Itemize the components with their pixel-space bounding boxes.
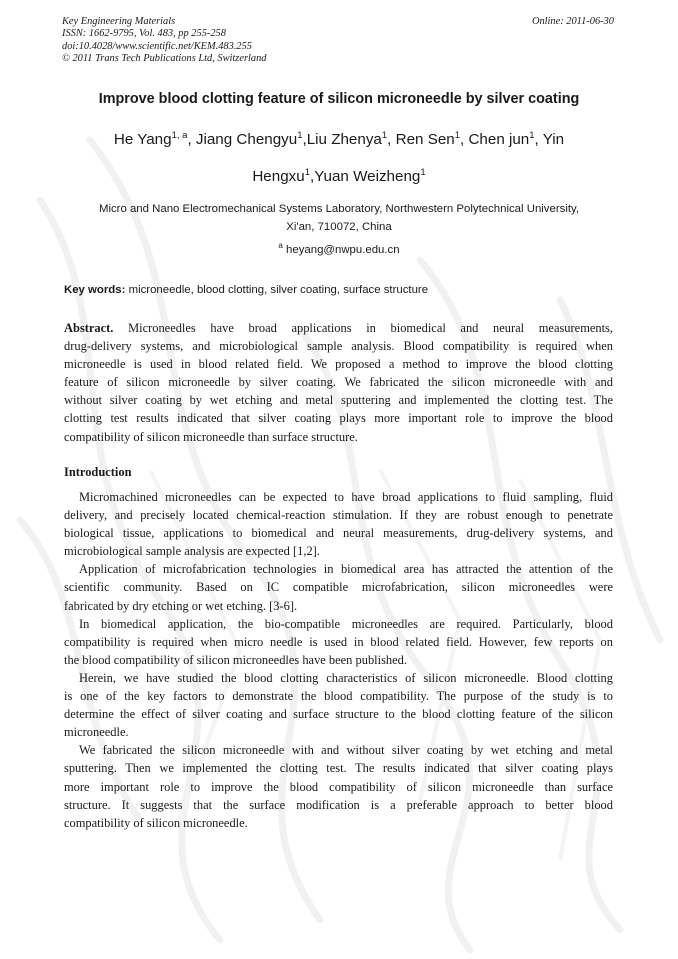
author-name: , Chen jun [460, 131, 530, 148]
author-name: , Ren Sen [387, 131, 455, 148]
author-email [0, 241, 678, 256]
author-name: , Jiang Chengyu [187, 131, 298, 148]
author-affil-sup: 1 [454, 130, 461, 141]
abstract-line: compatibility of silicon microneedle than surface structure. [64, 429, 358, 444]
author-line-2 [0, 168, 678, 185]
paragraph-line: structure. It suggests that the surface modification is a preferable approach to better blood [64, 797, 613, 812]
paragraph-line: biological tissue, applications to biomedical and neural measurements, drug-delivery systems, and [64, 526, 613, 541]
author-affil-sup: 1 [529, 130, 535, 141]
author-name: He Yang [113, 131, 172, 148]
author-name: ,Yuan Weizheng [310, 168, 421, 185]
author-name: ,Liu Zhenya [302, 131, 382, 148]
author-line-1 [0, 131, 678, 148]
paragraph-line: In biomedical application, the bio-compatible microneedles are required. Particularly, blood [79, 616, 613, 631]
abstract-line: without silver coating by wet etching and metal sputtering and implemented the clotting test. The [64, 393, 613, 408]
paragraph-line: determine the effect of silver coating and surface structure to the blood clotting feature of the silicon [64, 707, 613, 722]
paragraph-line: microbiological sample analysis are expected [1,2]. [64, 544, 320, 559]
author-affil-sup: 1 [304, 167, 310, 178]
affiliation-line-2: Xi'an, 710072, China [286, 221, 392, 233]
doi-line: doi:10.4028/www.scientific.net/KEM.483.255 [62, 40, 252, 52]
issn-line: ISSN: 1662-9795, Vol. 483, pp 255-258 [62, 28, 226, 40]
abstract-line: drug-delivery systems, and microbiological sample analysis. Blood compatibility is required when [64, 339, 613, 354]
journal-name: Key Engineering Materials [62, 16, 176, 27]
abstract-label: Abstract. [64, 321, 114, 335]
paragraph-line: compatibility is required when micro needle is used in blood related field. However, few reports on [64, 634, 613, 649]
email-sup: a [278, 241, 283, 250]
author-affil-sup: 1, a [171, 130, 188, 141]
paragraph-line: microneedle. [64, 725, 129, 740]
paragraph-line: delivery, and precisely located chemical-reaction stimulation. If they are robust enough to penetrate [64, 508, 613, 523]
author-affil-sup: 1 [420, 167, 426, 178]
abstract-line: feature of silicon microneedle by silver coating. We fabricated the silicon microneedle with and [64, 375, 613, 390]
keywords-label: Key words: [64, 284, 126, 296]
author-affil-sup: 1 [297, 130, 303, 141]
keywords [64, 284, 428, 296]
paragraph-line: scientific community. Based on IC compatible microfabrication, silicon microneedles were [64, 580, 613, 595]
paragraph-line: more important role to improve the blood compatibility of silicon microneedle than surface [64, 779, 613, 794]
abstract [64, 319, 613, 446]
abstract-line: Abstract. Microneedles have broad applications in biomedical and neural measurements, [64, 321, 613, 335]
author-name: Hengxu [252, 168, 305, 185]
copyright-line: © 2011 Trans Tech Publications Ltd, Switzerland [62, 53, 267, 65]
paragraph-line: the blood compatibility of silicon microneedles have been published. [64, 652, 407, 667]
paragraph-line: sputtering. Then we implemented the clotting test. The results indicated that silver coating plays [64, 761, 613, 776]
paragraph-line: Micromachined microneedles can be expected to have broad applications to fluid sampling, fluid [79, 490, 613, 504]
paragraph-line: Application of microfabrication technologies in biomedical area has attracted the attention of the [79, 562, 613, 577]
paragraph-line: Herein, we have studied the blood clotting characteristics of silicon microneedle. Blood clotting [79, 670, 613, 685]
section-heading-introduction: Introduction [64, 465, 132, 479]
paragraph-line: is one of the key factors to demonstrate the blood compatibility. The purpose of the study is to [64, 689, 613, 704]
paragraph-line: fabricated by dry etching or wet etching. [3-6]. [64, 598, 298, 613]
paragraph-line: compatibility of silicon microneedle. [64, 815, 248, 830]
author-affil-sup: 1 [381, 130, 388, 141]
journal-header [62, 16, 266, 66]
abstract-line: clotting test results indicated that silver coating plays more important role to improve the blood [64, 411, 613, 426]
paper-title: Improve blood clotting feature of silicon microneedle by silver coating [98, 91, 580, 107]
affiliation-line-1: Micro and Nano Electromechanical Systems Laboratory, Northwestern Polytechnical University, [98, 203, 580, 215]
author-name: , Yin [534, 131, 565, 148]
online-date: Online: 2011-06-30 [531, 16, 614, 27]
keywords-text: microneedle, blood clotting, silver coating, surface structure [128, 284, 429, 296]
introduction-body [64, 488, 613, 832]
abstract-line: microneedle is used in blood related field. We proposed a method to improve the blood clotting [64, 357, 613, 372]
paragraph-line: We fabricated the silicon microneedle with and without silver coating by wet etching and metal [79, 743, 613, 758]
email-address: heyang@nwpu.edu.cn [286, 244, 400, 256]
